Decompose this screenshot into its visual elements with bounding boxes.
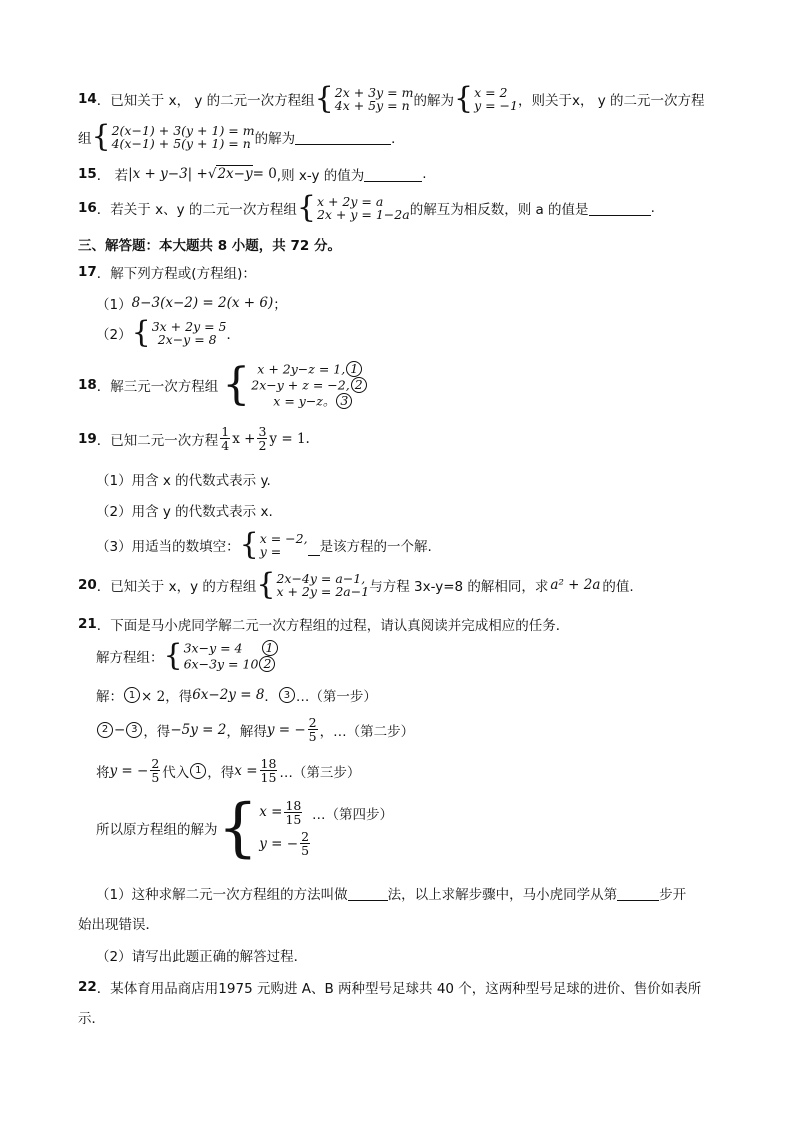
q21-step2-d: ，解得: [226, 723, 267, 740]
q22-line1: [78, 977, 701, 997]
q16-line: [78, 190, 655, 225]
circle-mark-1: 1: [190, 763, 206, 779]
circle-mark-3: 3: [126, 722, 142, 738]
q21-step4-d: …（第四步）: [312, 807, 394, 823]
q21-step1-a: 解：: [96, 689, 123, 705]
q14-answer-blank[interactable]: [295, 130, 391, 145]
q21-task2: （2）请写出此题正确的解答过程．: [96, 949, 308, 965]
q20-expression: a² + 2a: [550, 577, 601, 593]
q18-title: ．解三元一次方程组: [96, 379, 219, 395]
q21-step3-c: ，得: [207, 764, 235, 781]
q17-p1-end: ；: [273, 297, 287, 313]
q19-s3-label: （3）用适当的数填空：: [96, 539, 240, 555]
q15-sqrt: √2x−y: [207, 166, 253, 182]
q14-text-b: 的解为: [413, 93, 454, 109]
q17-p1-label: （1）: [96, 297, 132, 313]
q19-sub2: （2）用含 y 的代数式表示 x.: [96, 504, 273, 520]
q20-text-b: 与方程 3x-y=8 的解相同，求: [369, 579, 549, 595]
q14-system-2: { 2(x−1) + 3(y + 1) = m 4(x−1) + 5(y + 1) = n: [91, 119, 255, 154]
q18-number: 18: [78, 377, 97, 393]
circle-mark-2: 2: [351, 377, 367, 393]
q16-text-b: 的解互为相反数，则 a 的值是: [409, 202, 589, 218]
q21-system-line: [96, 640, 279, 672]
q22-number: 22: [78, 979, 97, 995]
circle-mark-1: 1: [262, 640, 278, 656]
q19-number: 19: [78, 430, 97, 447]
q21-task1-line2: 始出现错误．: [78, 917, 159, 933]
q21-step3-y: y = −: [109, 762, 149, 779]
q20-line: [78, 567, 634, 602]
q14-line1: [78, 81, 705, 116]
q21-task1-b: 法，以上求解步骤中，马小虎同学从第: [387, 887, 618, 903]
q14-line2-prefix: 组: [78, 131, 92, 147]
q21-step2-y: y = −: [266, 721, 306, 738]
q14-solution: { x = 2 y = −1: [453, 81, 518, 116]
q19-fraction-1: $\frac{1}{4}$: [221, 424, 230, 454]
q14-text-c: ，则关于x， y 的二元一次方程: [517, 93, 705, 109]
q21-title: [78, 614, 569, 634]
q21-step1-b: × 2，得: [141, 689, 193, 705]
q17-p2-end: ．: [226, 327, 240, 343]
q21-step3-d: …（第三步）: [279, 764, 361, 781]
q14-line2-suffix: 的解为: [254, 131, 296, 147]
q19-fraction-2: $\frac{3}{2}$: [258, 424, 267, 454]
q15-text-b: ,则 x-y 的值为: [276, 168, 365, 184]
q19-sub1: （1）用含 x 的代数式表示 y.: [96, 473, 271, 489]
q19-s3-end: 是该方程的一个解.: [319, 539, 432, 555]
q22-text: ．某体育用品商店用1975 元购进 A、B 两种型号足球共 40 个，这两种型号足球的进价、售价如表所: [96, 981, 702, 997]
q18-line: [78, 361, 368, 409]
section-3-heading: 三、解答题：本大题共 8 小题，共 72 分。: [78, 238, 341, 254]
q14-number: 14: [78, 91, 97, 107]
q21-step1-c: ．: [264, 689, 278, 705]
circle-mark-1: 1: [124, 687, 140, 703]
q20-text-a: ．已知关于 x，y 的方程组: [96, 579, 257, 595]
q17-p2-system: { 3x + 2y = 5 2x−y = 8: [131, 315, 227, 350]
q19-line: [78, 425, 310, 452]
q19-mid-2: y = 1.: [269, 430, 310, 447]
q17-p1-equation: 8−3(x−2) = 2(x + 6): [131, 295, 274, 311]
q21-number: 21: [78, 616, 97, 632]
q21-step1-d: …（第一步）: [295, 689, 377, 705]
q15-abs-expr: |x + y−3| +: [128, 166, 208, 182]
q21-step-blank[interactable]: [617, 886, 659, 901]
q20-number: 20: [78, 577, 97, 593]
q16-answer-blank[interactable]: [589, 201, 651, 216]
q19-s3-system: { x = −2, y =: [239, 527, 308, 562]
q22-line2: 示．: [78, 1011, 105, 1027]
q14-line2: [78, 119, 405, 154]
q21-step1: [96, 685, 377, 705]
q19-sub3: [96, 527, 432, 562]
q16-text-a: ．若关于 x、y 的二元一次方程组: [96, 202, 297, 218]
q19-answer-blank[interactable]: [308, 549, 320, 556]
q21-step3-b: 代入: [162, 764, 190, 781]
q21-step2-fraction: $\frac{2}{5}$: [308, 715, 317, 745]
q17-p2-label: （2）: [96, 327, 132, 343]
q21-step3: [96, 757, 360, 784]
q15-number: 15: [78, 166, 97, 182]
q17-number: 17: [78, 264, 97, 280]
q17-title-text: ．解下列方程或(方程组)：: [96, 266, 256, 282]
q21-step3-fraction-y: $\frac{2}{5}$: [151, 756, 160, 786]
q20-text-c: 的值.: [602, 579, 634, 595]
q18-system: { x + 2y−z = 1, 1 2x−y + z = −2, 2 x = y−z。 3: [222, 361, 367, 409]
q15-eq: = 0: [252, 166, 277, 182]
q16-end: .: [650, 200, 655, 216]
q15-line: [78, 164, 427, 184]
q19-mid-1: x +: [232, 430, 256, 447]
q21-step2: [96, 716, 414, 743]
q14-system-1: { 2x + 3y = m 4x + 5y = n: [314, 81, 414, 116]
q21-method-blank[interactable]: [348, 886, 388, 901]
q21-task1-a: （1）这种求解二元一次方程组的方法叫做: [96, 887, 348, 903]
q21-step2-e: ，…（第二步）: [319, 723, 415, 740]
circle-mark-3: 3: [279, 687, 295, 703]
q15-text-a: ． 若: [96, 168, 129, 184]
q17-title: [78, 262, 256, 282]
q21-step2-eq: −5y = 2: [170, 721, 227, 738]
circle-mark-2: 2: [259, 656, 275, 672]
q21-step4-system: { x = $\frac{18}{15}$ y = − $\frac{2}{5}$: [217, 791, 310, 865]
q21-task1: [96, 883, 686, 903]
q20-system: { 2x−4y = a−1, x + 2y = 2a−1: [256, 567, 370, 602]
circle-mark-3: 3: [336, 393, 352, 409]
circle-mark-2: 2: [97, 722, 113, 738]
q21-solve-label: 解方程组：: [96, 650, 164, 666]
q14-text-a: ．已知关于 x， y 的二元一次方程组: [96, 93, 315, 109]
q21-step3-x: x =: [234, 762, 258, 779]
q21-step3-a: 将: [96, 764, 110, 781]
q16-number: 16: [78, 200, 97, 216]
q21-step4-a: 所以原方程组的解为: [96, 822, 218, 838]
q21-task1-c: 步开: [659, 887, 687, 903]
q21-title-text: ．下面是马小虎同学解二元一次方程组的过程，请认真阅读并完成相应的任务．: [96, 618, 570, 634]
q21-step1-eq: 6x−2y = 8: [192, 687, 265, 703]
q17-part1: [96, 293, 287, 313]
q21-step2-c: ，得: [143, 723, 171, 740]
q21-step3-fraction-x: $\frac{18}{15}$: [260, 756, 277, 786]
q15-answer-blank[interactable]: [364, 167, 422, 182]
q16-system: { x + 2y = a 2x + y = 1−2a: [296, 190, 410, 225]
q17-part2: [96, 315, 240, 350]
q21-system: { 3x−y = 4 1 6x−3y = 10 2: [164, 640, 279, 672]
q21-step4: [96, 791, 394, 865]
q14-end: ．: [391, 131, 405, 147]
q15-end: .: [422, 166, 427, 182]
circle-mark-1: 1: [346, 361, 362, 377]
q19-title: ．已知二元一次方程: [96, 432, 219, 449]
q21-step2-b: −: [114, 721, 126, 738]
